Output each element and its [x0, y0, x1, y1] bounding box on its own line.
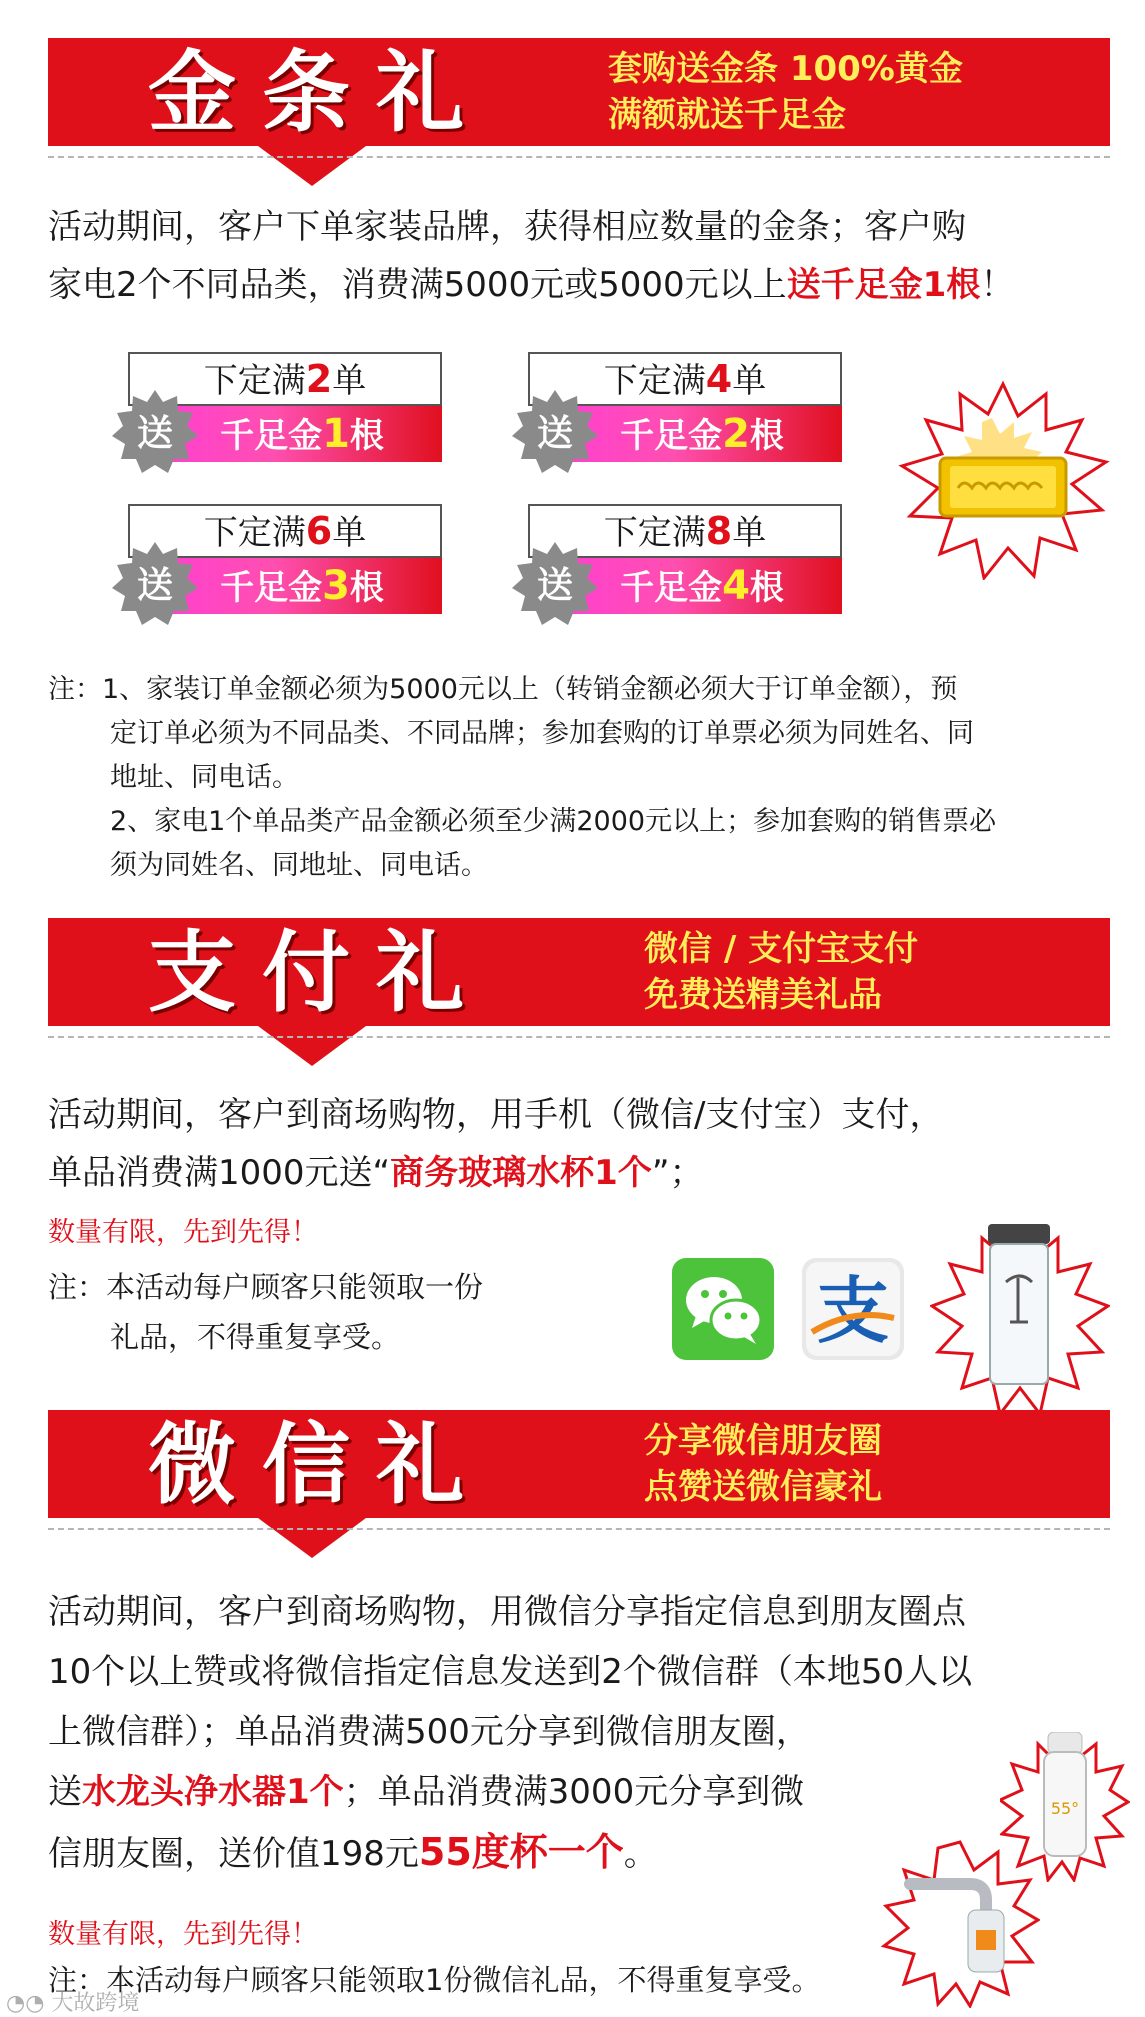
highlight-text: 商务玻璃水杯1个 [390, 1153, 652, 1193]
section3-pointer [258, 1518, 366, 1558]
send-label: 送 [136, 413, 174, 454]
text: ；单品消费满3000元分享到微 [343, 1772, 805, 1812]
text: 千足金 [620, 416, 723, 456]
section2-limited: 数量有限，先到先得！ [48, 1217, 318, 1248]
text: 送 [48, 1772, 82, 1812]
section3-subtitle [644, 1418, 882, 1510]
send-badge-icon [512, 540, 598, 626]
section2-notes [48, 1262, 608, 1362]
section1-pointer [258, 146, 366, 186]
offer-box-6 [112, 504, 442, 624]
text: 根 [749, 416, 784, 456]
alipay-icon [802, 1258, 904, 1360]
number: 1 [322, 411, 350, 457]
divider [48, 156, 1110, 158]
section3-subtitle-line1: 分享微信朋友圈 [644, 1421, 882, 1461]
note-line: 礼品，不得重复享受。 [110, 1320, 401, 1354]
gold-bar-icon [896, 380, 1110, 580]
text: 千足金 [220, 568, 323, 608]
number: 8 [705, 509, 733, 553]
offer-box-4 [512, 352, 842, 472]
number: 4 [705, 357, 733, 401]
offer-reward [162, 558, 442, 614]
note-line: 2、家电1个单品类产品金额必须至少满2000元以上；参加套购的销售票必 [110, 806, 997, 837]
send-label: 送 [136, 565, 174, 606]
text: 下定满 [603, 361, 706, 401]
text: ！ [980, 265, 1015, 305]
highlight-text: 55度杯一个 [418, 1830, 624, 1874]
offer-box-2 [112, 352, 442, 472]
offer-reward [162, 406, 442, 462]
section2-subtitle [644, 926, 918, 1018]
number: 4 [722, 563, 750, 609]
wechat-icon [672, 1258, 774, 1360]
watermark [6, 1986, 139, 2017]
section1-subtitle-line2: 满额就送千足金 [608, 95, 846, 135]
faucet-filter-icon [880, 1838, 1040, 2008]
text: ”； [651, 1153, 704, 1193]
send-label: 送 [536, 565, 574, 606]
section1-para-line1: 活动期间，客户下单家装品牌，获得相应数量的金条；客户购 [48, 207, 966, 247]
section2-para-line1: 活动期间，客户到商场购物，用手机（微信/支付宝）支付， [48, 1095, 944, 1135]
text: 下定满 [203, 361, 306, 401]
send-badge-icon [112, 388, 198, 474]
section3-para-line2: 10个以上赞或将微信指定信息发送到2个微信群（本地50人以 [48, 1652, 973, 1692]
highlight-text: 水龙头净水器1个 [82, 1772, 344, 1812]
number: 2 [722, 411, 750, 457]
section1-paragraph [48, 198, 1108, 314]
text: 单 [732, 513, 767, 553]
section2-subtitle-line1: 微信 / 支付宝支付 [644, 929, 919, 969]
watermark-logo-icon: ◔◔ [6, 1991, 52, 2016]
number: 6 [305, 509, 333, 553]
section3-para-line1: 活动期间，客户到商场购物，用微信分享指定信息到朋友圈点 [48, 1592, 966, 1632]
text: 。 [623, 1834, 658, 1874]
section2-paragraph [48, 1086, 1108, 1202]
section1-title: 金条礼 [148, 40, 491, 144]
note-line: 地址、同电话。 [110, 762, 299, 793]
note-line: 注：本活动每户顾客只能领取一份 [48, 1270, 484, 1304]
text: 单 [332, 361, 367, 401]
note-line: 注：1、家装订单金额必须为5000元以上（转销金额必须大于订单金额），预 [48, 674, 958, 705]
highlight-text: 送千足金1根 [786, 265, 981, 305]
text: 根 [349, 416, 384, 456]
divider [48, 1036, 1110, 1038]
section3-note: 注：本活动每户顾客只能领取1份微信礼品，不得重复享受。 [48, 1963, 821, 1997]
note-line: 须为同姓名、同地址、同电话。 [110, 850, 488, 881]
section2-title: 支付礼 [148, 920, 491, 1024]
section1-para-line2 [48, 256, 1108, 314]
glass-cup-icon [930, 1222, 1110, 1422]
section2-para-line2 [48, 1144, 1108, 1202]
section3-limited: 数量有限，先到先得！ [48, 1919, 318, 1950]
note-line: 定订单必须为不同品类、不同品牌；参加套购的订单票必须为同姓名、同 [110, 718, 974, 749]
section1-banner [48, 38, 1110, 146]
offer-reward [562, 406, 842, 462]
section3-para-line4 [48, 1762, 1108, 1822]
send-badge-icon [512, 388, 598, 474]
cup-label: 55° [1050, 1799, 1080, 1818]
section2-banner [48, 918, 1110, 1026]
text: 根 [749, 568, 784, 608]
section2-pointer [258, 1026, 366, 1066]
offer-box-8 [512, 504, 842, 624]
text: 千足金 [220, 416, 323, 456]
text: 根 [349, 568, 384, 608]
send-badge-icon [112, 540, 198, 626]
offer-reward [562, 558, 842, 614]
text: 千足金 [620, 568, 723, 608]
text: 下定满 [203, 513, 306, 553]
text: 单 [332, 513, 367, 553]
divider [48, 1528, 1110, 1530]
text: 单 [732, 361, 767, 401]
section3-banner [48, 1410, 1110, 1518]
send-label: 送 [536, 413, 574, 454]
watermark-text: 大故跨境 [51, 1991, 140, 2016]
text: 下定满 [603, 513, 706, 553]
section3-subtitle-line2: 点赞送微信豪礼 [644, 1467, 882, 1507]
text: 单品消费满1000元送“ [48, 1153, 391, 1193]
svg-text:支: 支 [816, 1269, 890, 1353]
number: 3 [322, 563, 350, 609]
section3-para-line3: 上微信群）；单品消费满500元分享到微信朋友圈， [48, 1712, 810, 1752]
section3-title: 微信礼 [148, 1412, 491, 1516]
section1-subtitle [608, 46, 963, 138]
text: 家电2个不同品类，消费满5000元或5000元以上 [48, 265, 787, 305]
section1-subtitle-line1: 套购送金条 100%黄金 [608, 49, 963, 89]
section2-subtitle-line2: 免费送精美礼品 [644, 975, 882, 1015]
section1-notes [48, 668, 1108, 888]
text: 信朋友圈，送价值198元 [48, 1834, 419, 1874]
number: 2 [305, 357, 333, 401]
